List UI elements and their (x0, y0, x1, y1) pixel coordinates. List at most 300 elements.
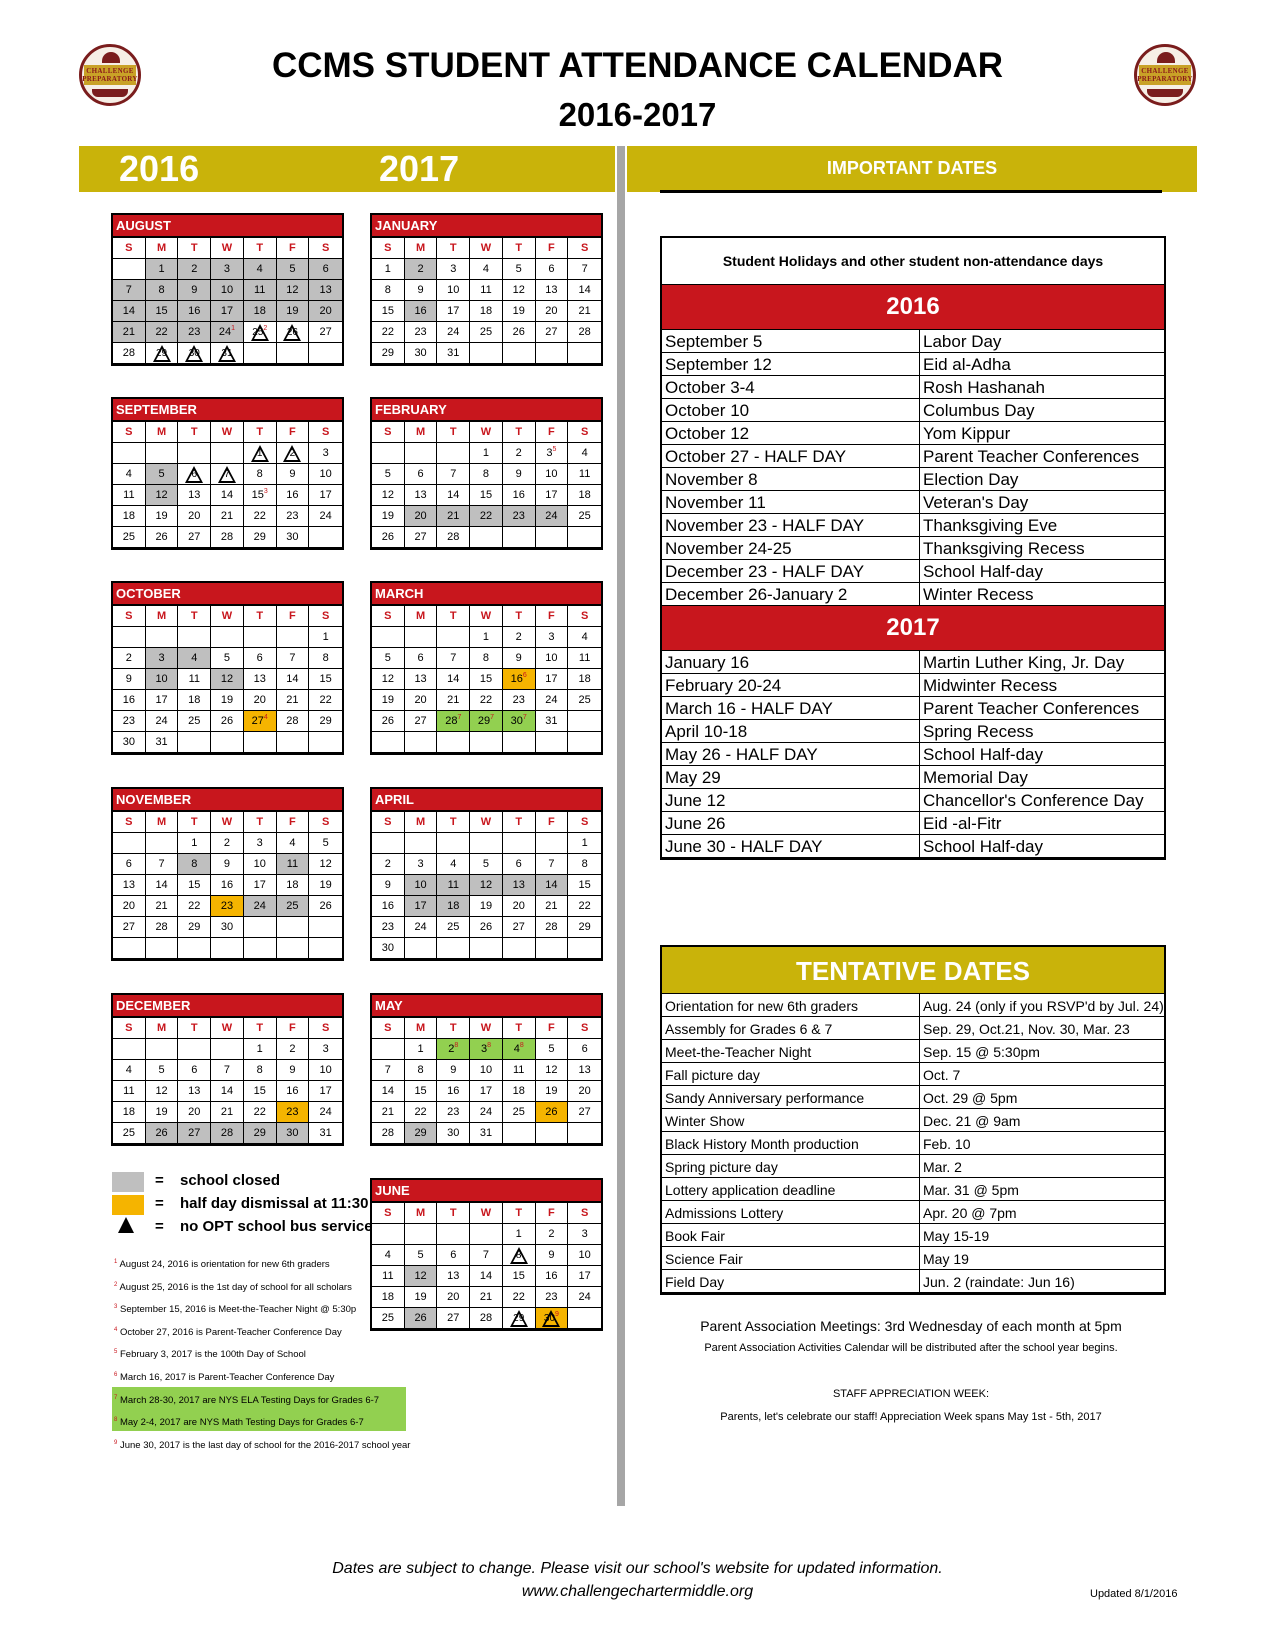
day-cell: 2 (503, 627, 536, 648)
day-cell: 25 (372, 1308, 405, 1329)
day-cell: 17 (309, 485, 342, 506)
day-cell: 9 (277, 1060, 310, 1081)
day-cell: 2 (405, 259, 438, 280)
weekday-header: T (244, 1018, 277, 1039)
important-dates-bar (627, 146, 1197, 192)
day-cell: 10 (146, 669, 179, 690)
day-cell: 5 (536, 1039, 569, 1060)
day-cell: 15 $^3$ (244, 485, 277, 506)
day-cell (470, 732, 503, 753)
day-cell: 1 (244, 1039, 277, 1060)
weekday-header: M (405, 1203, 438, 1224)
date-cell: September 12 (662, 353, 920, 375)
day-cell: 9 (405, 280, 438, 301)
day-cell: 6 (244, 648, 277, 669)
day-cell: 31 (146, 732, 179, 753)
date-cell: October 10 (662, 399, 920, 421)
day-cell: 3 (309, 1039, 342, 1060)
day-cell: 27 (503, 917, 536, 938)
day-cell: 17 (568, 1266, 601, 1287)
important-dates-underline (660, 190, 1162, 193)
day-cell (503, 343, 536, 364)
day-cell: 18 (113, 506, 146, 527)
month-name: NOVEMBER (113, 789, 342, 812)
day-cell: 4 (113, 464, 146, 485)
date-cell: October 3-4 (662, 376, 920, 398)
month-name: MARCH (372, 583, 601, 606)
day-cell: 17 (211, 301, 244, 322)
day-cell: 27 (568, 1102, 601, 1123)
day-cell: 21 (437, 506, 470, 527)
day-cell: 14 (211, 485, 244, 506)
tentative-row (662, 1247, 1164, 1270)
event-cell: School Half-day (923, 745, 1044, 764)
day-cell: 8 (470, 464, 503, 485)
legend-swatch-closed (112, 1172, 144, 1192)
holiday-row (662, 812, 1164, 835)
day-cell: 29 $^7$ (470, 711, 503, 732)
day-cell: 18 (568, 485, 601, 506)
day-cell: 22 (470, 506, 503, 527)
day-cell (309, 343, 342, 364)
day-cell: 14 (470, 1266, 503, 1287)
legend-eq-1: = (155, 1172, 164, 1189)
day-cell: 12 (146, 485, 179, 506)
weekday-header: S (309, 1018, 342, 1039)
day-cell: 4 (568, 627, 601, 648)
day-cell: 22 (178, 896, 211, 917)
day-cell (277, 917, 310, 938)
day-cell: 21 (437, 690, 470, 711)
weekday-header: T (437, 238, 470, 259)
event-cell: Aug. 24 (only if you RSVP'd by Jul. 24) (923, 998, 1164, 1014)
holiday-row (662, 743, 1164, 766)
day-cell (113, 1039, 146, 1060)
weekday-header: W (470, 812, 503, 833)
day-cell: 10 (309, 1060, 342, 1081)
weekday-header: T (244, 606, 277, 627)
day-cell: 28 $^7$ (437, 711, 470, 732)
weekday-header: W (470, 422, 503, 443)
weekday-header: F (277, 606, 310, 627)
day-cell: 11 (178, 669, 211, 690)
day-cell: 8 (470, 648, 503, 669)
day-cell: 1 (470, 627, 503, 648)
holidays-year-2016: 2016 (662, 285, 1164, 330)
day-cell: 29 (503, 1308, 536, 1329)
day-cell: 23 (503, 690, 536, 711)
school-logo-left: CHALLENGE PREPARATORY (79, 44, 141, 106)
day-cell: 5 (146, 1060, 179, 1081)
day-cell (503, 833, 536, 854)
day-cell: 28 (113, 343, 146, 364)
day-cell: 14 (568, 280, 601, 301)
day-cell (470, 1224, 503, 1245)
day-cell: 19 (372, 506, 405, 527)
staff-week-text: Parents, let's celebrate our staff! Appreciation Week spans May 1st - 5th, 2017 (720, 1411, 1102, 1423)
tentative-row (662, 1155, 1164, 1178)
staff-week-title: STAFF APPRECIATION WEEK: (832, 1388, 990, 1400)
legend-half-day: half day dismissal at 11:30 (180, 1195, 369, 1212)
day-cell: 5 (309, 833, 342, 854)
day-cell: 12 (211, 669, 244, 690)
day-cell: 5 (405, 1245, 438, 1266)
footer-website[interactable]: www.challengechartermiddle.org (521, 1583, 754, 1600)
day-cell (470, 343, 503, 364)
weekday-header: S (372, 606, 405, 627)
holiday-row (662, 422, 1164, 445)
day-cell: 19 (405, 1287, 438, 1308)
day-cell (146, 443, 179, 464)
day-cell: 11 (503, 1060, 536, 1081)
day-cell (113, 938, 146, 959)
weekday-header: S (372, 1018, 405, 1039)
day-cell: 22 (568, 896, 601, 917)
day-cell: 7 (211, 1060, 244, 1081)
day-cell: 21 (211, 1102, 244, 1123)
day-cell: 15 (244, 1081, 277, 1102)
day-cell: 9 (437, 1060, 470, 1081)
day-cell (277, 732, 310, 753)
day-cell (568, 1308, 601, 1329)
weekday-header: S (309, 812, 342, 833)
event-cell: Oct. 29 @ 5pm (923, 1090, 1018, 1106)
weekday-header: F (536, 422, 569, 443)
day-cell: 7 (277, 648, 310, 669)
day-cell: 9 (372, 875, 405, 896)
day-cell: 6 (309, 259, 342, 280)
day-cell: 7 (470, 1245, 503, 1266)
date-cell: Lottery application deadline (662, 1178, 920, 1200)
day-cell: 13 (405, 669, 438, 690)
day-cell: 10 (437, 280, 470, 301)
month-january (370, 213, 603, 366)
weekday-header: F (536, 812, 569, 833)
day-cell: 30 (405, 343, 438, 364)
day-cell: 24 (405, 917, 438, 938)
weekday-header: T (244, 422, 277, 443)
weekday-header: S (113, 606, 146, 627)
holiday-row (662, 720, 1164, 743)
day-cell: 4 (470, 259, 503, 280)
event-cell: Parent Teacher Conferences (923, 699, 1140, 718)
month-november (111, 787, 344, 961)
day-cell: 4 (372, 1245, 405, 1266)
date-cell: October 12 (662, 422, 920, 444)
day-cell: 16 (536, 1266, 569, 1287)
day-cell (503, 527, 536, 548)
weekday-header: F (277, 1018, 310, 1039)
day-cell (309, 938, 342, 959)
day-cell: 27 (309, 322, 342, 343)
day-cell: 22 (405, 1102, 438, 1123)
day-cell (536, 343, 569, 364)
tentative-row (662, 1040, 1164, 1063)
day-cell: 27 (113, 917, 146, 938)
weekday-header: T (437, 606, 470, 627)
holiday-row (662, 514, 1164, 537)
day-cell: 12 (405, 1266, 438, 1287)
day-cell (178, 443, 211, 464)
day-cell: 20 (568, 1081, 601, 1102)
day-cell: 13 (244, 669, 277, 690)
weekday-header: W (211, 422, 244, 443)
day-cell: 9 (503, 648, 536, 669)
tentative-title: TENTATIVE DATES (662, 947, 1164, 994)
day-cell (244, 343, 277, 364)
weekday-header: S (113, 812, 146, 833)
day-cell: 24 (470, 1102, 503, 1123)
day-cell (178, 732, 211, 753)
day-cell: 25 (178, 711, 211, 732)
day-cell: 19 (503, 301, 536, 322)
weekday-header: M (146, 1018, 179, 1039)
day-cell: 6 (405, 464, 438, 485)
event-cell: Dec. 21 @ 9am (923, 1113, 1021, 1129)
day-cell: 23 (178, 322, 211, 343)
day-cell: 27 (536, 322, 569, 343)
weekday-header: S (568, 422, 601, 443)
day-cell: 6 (568, 1039, 601, 1060)
weekday-header: S (568, 1203, 601, 1224)
day-cell: 29 (405, 1123, 438, 1144)
date-cell: October 27 - HALF DAY (662, 445, 920, 467)
day-cell: 13 (309, 280, 342, 301)
day-cell: 19 (372, 690, 405, 711)
date-cell: Assembly for Grades 6 & 7 (662, 1017, 920, 1039)
day-cell (146, 833, 179, 854)
event-cell: Veteran's Day (923, 493, 1029, 512)
weekday-header: S (372, 1203, 405, 1224)
day-cell: 15 (309, 669, 342, 690)
day-cell (309, 917, 342, 938)
day-cell: 1 (405, 1039, 438, 1060)
day-cell: 22 (503, 1287, 536, 1308)
day-cell: 3 (146, 648, 179, 669)
day-cell (309, 527, 342, 548)
day-cell: 22 (309, 690, 342, 711)
year-2016-label: 2016 (119, 148, 200, 189)
day-cell (146, 1039, 179, 1060)
legend-bus-icon (118, 1217, 134, 1233)
day-cell (113, 443, 146, 464)
month-may (370, 993, 603, 1146)
day-cell: 12 (470, 875, 503, 896)
month-september (111, 397, 344, 550)
day-cell: 16 $^6$ (503, 669, 536, 690)
day-cell: 22 (372, 322, 405, 343)
day-cell: 12 (372, 485, 405, 506)
weekday-header: T (437, 422, 470, 443)
weekday-header: S (113, 422, 146, 443)
day-cell: 11 (568, 464, 601, 485)
day-cell: 18 (503, 1081, 536, 1102)
day-cell: 3 $^8$ (470, 1039, 503, 1060)
day-cell: 29 (146, 343, 179, 364)
day-cell: 23 (277, 506, 310, 527)
event-cell: May 19 (923, 1251, 969, 1267)
day-cell: 28 (437, 527, 470, 548)
day-cell: 6 (178, 1060, 211, 1081)
date-cell: November 8 (662, 468, 920, 490)
day-cell (277, 627, 310, 648)
month-february (370, 397, 603, 550)
day-cell: 18 (113, 1102, 146, 1123)
date-cell: Sandy Anniversary performance (662, 1086, 920, 1108)
day-cell: 10 (211, 280, 244, 301)
day-cell (437, 627, 470, 648)
tentative-row (662, 1063, 1164, 1086)
day-cell: 24 (309, 506, 342, 527)
holiday-row (662, 560, 1164, 583)
event-cell: Mar. 31 @ 5pm (923, 1182, 1019, 1198)
day-cell: 18 (277, 875, 310, 896)
day-cell: 9 (277, 464, 310, 485)
day-cell: 19 (146, 1102, 179, 1123)
day-cell: 20 (536, 301, 569, 322)
weekday-header: W (470, 1018, 503, 1039)
day-cell (405, 443, 438, 464)
day-cell: 30 (277, 1123, 310, 1144)
day-cell (113, 259, 146, 280)
event-cell: Winter Recess (923, 585, 1034, 604)
day-cell (244, 938, 277, 959)
day-cell (568, 732, 601, 753)
day-cell: 24 (244, 896, 277, 917)
weekday-header: M (146, 606, 179, 627)
weekday-header: S (372, 812, 405, 833)
day-cell: 14 (437, 669, 470, 690)
day-cell: 31 (211, 343, 244, 364)
weekday-header: T (178, 1018, 211, 1039)
school-logo-right: CHALLENGE PREPARATORY (1134, 44, 1196, 106)
day-cell: 2 $^8$ (437, 1039, 470, 1060)
day-cell: 8 (178, 854, 211, 875)
holiday-row (662, 835, 1164, 858)
day-cell: 14 (113, 301, 146, 322)
event-cell: School Half-day (923, 562, 1044, 581)
day-cell (211, 1039, 244, 1060)
day-cell: 18 (372, 1287, 405, 1308)
tentative-row (662, 994, 1164, 1017)
day-cell: 13 (405, 485, 438, 506)
date-cell: September 5 (662, 330, 920, 352)
day-cell (536, 732, 569, 753)
weekday-header: W (470, 238, 503, 259)
weekday-header: F (536, 606, 569, 627)
date-cell: December 23 - HALF DAY (662, 560, 920, 582)
day-cell: 3 (244, 833, 277, 854)
weekday-header: M (405, 812, 438, 833)
holiday-row (662, 789, 1164, 812)
day-cell: 16 (211, 875, 244, 896)
date-cell: Winter Show (662, 1109, 920, 1131)
day-cell: 11 (470, 280, 503, 301)
date-cell: Spring picture day (662, 1155, 920, 1177)
day-cell: 17 (536, 669, 569, 690)
holiday-row (662, 353, 1164, 376)
day-cell: 16 (178, 301, 211, 322)
event-cell: Mar. 2 (923, 1159, 962, 1175)
year-bar (79, 146, 615, 192)
day-cell: 16 (277, 485, 310, 506)
day-cell (536, 938, 569, 959)
month-august (111, 213, 344, 366)
year-2017-label: 2017 (379, 148, 460, 189)
day-cell (372, 443, 405, 464)
day-cell: 1 (146, 259, 179, 280)
day-cell: 7 (437, 648, 470, 669)
day-cell: 1 (309, 627, 342, 648)
day-cell (372, 833, 405, 854)
legend-eq-2: = (155, 1195, 164, 1212)
day-cell: 4 (244, 259, 277, 280)
weekday-header: M (146, 422, 179, 443)
page-subtitle: 2016-2017 (558, 96, 717, 133)
day-cell (146, 938, 179, 959)
date-cell: April 10-18 (662, 720, 920, 742)
day-cell: 6 (178, 464, 211, 485)
day-cell: 25 (503, 1102, 536, 1123)
day-cell: 4 (178, 648, 211, 669)
day-cell: 24 (536, 690, 569, 711)
weekday-header: T (437, 1018, 470, 1039)
day-cell: 26 (277, 322, 310, 343)
event-cell: Parent Teacher Conferences (923, 447, 1140, 466)
day-cell: 28 (372, 1123, 405, 1144)
day-cell: 20 (309, 301, 342, 322)
day-cell: 8 (503, 1245, 536, 1266)
day-cell: 1 (503, 1224, 536, 1245)
day-cell: 25 (277, 896, 310, 917)
day-cell: 28 (211, 1123, 244, 1144)
month-name: APRIL (372, 789, 601, 812)
day-cell: 2 (211, 833, 244, 854)
event-cell: Feb. 10 (923, 1136, 971, 1152)
day-cell: 8 (244, 464, 277, 485)
day-cell: 23 (405, 322, 438, 343)
holidays-header: Student Holidays and other student non-attendance days (662, 238, 1164, 285)
day-cell: 5 (503, 259, 536, 280)
weekday-header: M (405, 1018, 438, 1039)
day-cell (470, 833, 503, 854)
weekday-header: W (211, 1018, 244, 1039)
day-cell: 4 (113, 1060, 146, 1081)
holidays-year-2017: 2017 (662, 606, 1164, 651)
day-cell: 3 (211, 259, 244, 280)
holiday-row (662, 651, 1164, 674)
day-cell: 23 (113, 711, 146, 732)
day-cell: 3 $^5$ (536, 443, 569, 464)
day-cell: 23 (211, 896, 244, 917)
event-cell: Sep. 15 @ 5:30pm (923, 1044, 1040, 1060)
weekday-header: M (146, 238, 179, 259)
date-cell: November 11 (662, 491, 920, 513)
day-cell: 30 $^7$ (503, 711, 536, 732)
weekday-header: T (503, 606, 536, 627)
day-cell (437, 443, 470, 464)
day-cell: 28 (470, 1308, 503, 1329)
weekday-header: F (277, 422, 310, 443)
day-cell (277, 343, 310, 364)
event-cell: Sep. 29, Oct.21, Nov. 30, Mar. 23 (923, 1021, 1130, 1037)
weekday-header: S (372, 422, 405, 443)
day-cell: 15 (470, 669, 503, 690)
weekday-header: T (178, 238, 211, 259)
day-cell: 21 (470, 1287, 503, 1308)
event-cell: Thanksgiving Eve (923, 516, 1058, 535)
day-cell: 18 (470, 301, 503, 322)
